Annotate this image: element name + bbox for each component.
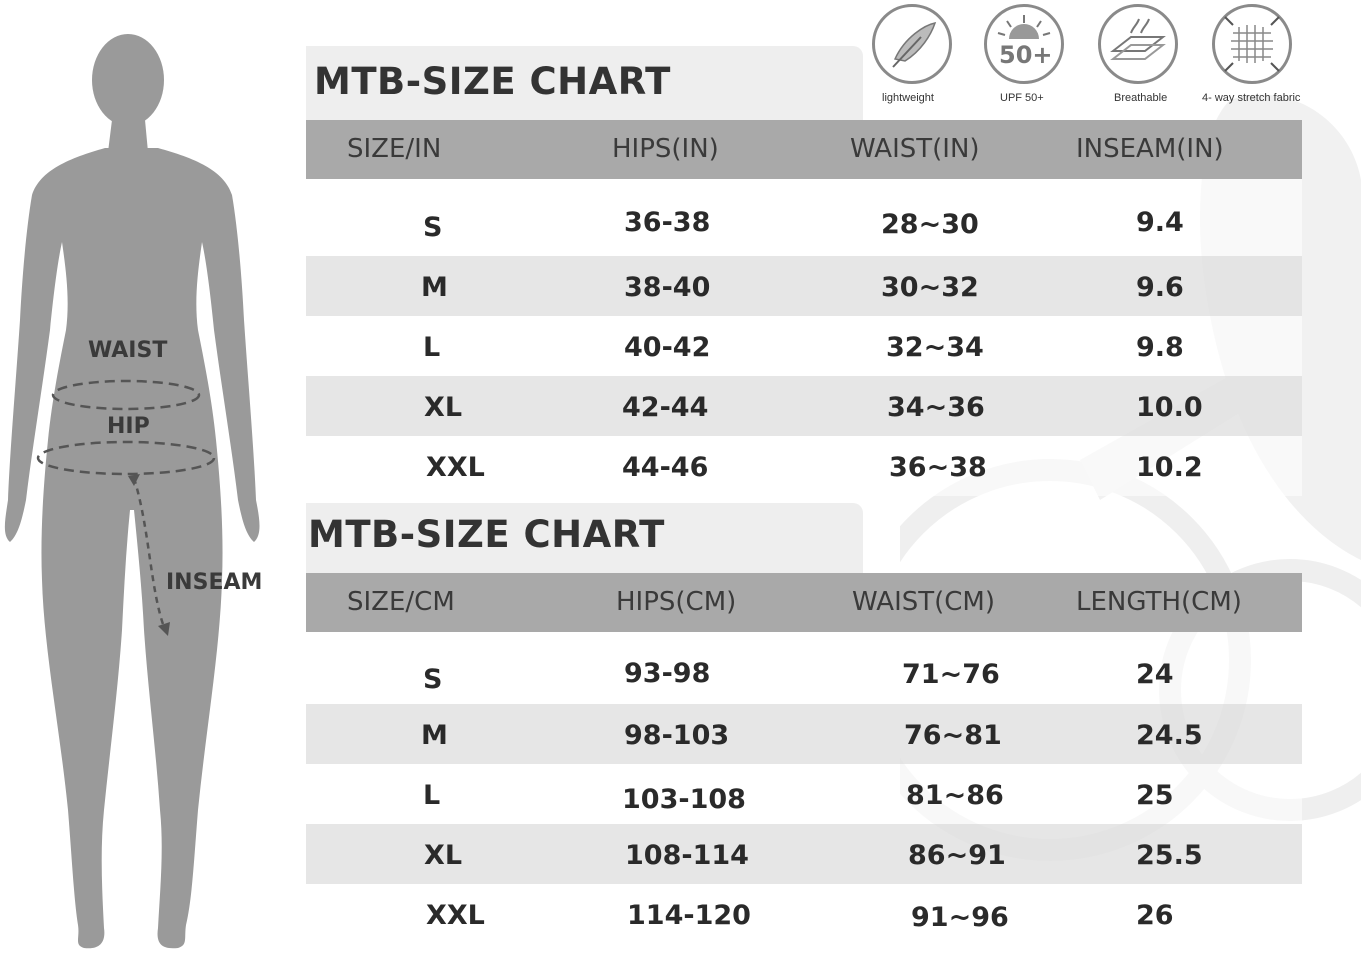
cell-waist: 86~91 [908, 840, 1006, 871]
header-hips: HIPS(IN) [612, 134, 719, 164]
waist-label: WAIST [88, 338, 168, 363]
upf-badge: 50+ [999, 41, 1053, 69]
cell-hips: 93-98 [624, 658, 711, 689]
cell-waist: 34~36 [887, 392, 985, 423]
feather-icon [872, 4, 952, 84]
cell-hips: 36-38 [624, 207, 711, 238]
body-measurement-figure [0, 30, 280, 954]
cell-hips: 108-114 [625, 840, 749, 871]
table-row [306, 179, 1302, 256]
breathable-fabric-icon [1098, 4, 1178, 84]
table-row [306, 256, 1302, 316]
table-row [306, 632, 1302, 704]
header-size: SIZE/IN [347, 134, 442, 164]
header-size: SIZE/CM [347, 587, 455, 617]
header-length: LENGTH(CM) [1076, 587, 1242, 617]
cell-waist: 28~30 [881, 209, 979, 240]
feature-label: 4- way stretch fabric [1202, 92, 1301, 104]
cell-length: 26 [1136, 900, 1174, 931]
cell-size: M [421, 272, 448, 303]
header-waist: WAIST(CM) [852, 587, 995, 617]
header-waist: WAIST(IN) [850, 134, 980, 164]
cell-length: 24.5 [1136, 720, 1203, 751]
table-row [306, 824, 1302, 884]
cell-waist: 91~96 [911, 902, 1009, 933]
cell-inseam: 10.2 [1136, 452, 1203, 483]
cell-waist: 30~32 [881, 272, 979, 303]
feature-upf [978, 4, 1068, 110]
cell-waist: 76~81 [904, 720, 1002, 751]
feature-lightweight [866, 4, 956, 110]
feature-icons [866, 4, 1316, 110]
sun-upf-icon [984, 4, 1064, 84]
cell-size: S [423, 664, 443, 695]
cell-waist: 81~86 [906, 780, 1004, 811]
table-row [306, 764, 1302, 824]
cell-size: L [423, 780, 441, 811]
table-row [306, 376, 1302, 436]
table-row [306, 436, 1302, 496]
table-row [306, 884, 1302, 944]
cell-hips: 40-42 [624, 332, 711, 363]
cell-length: 25 [1136, 780, 1174, 811]
cell-hips: 103-108 [622, 784, 746, 815]
cell-size: L [423, 332, 441, 363]
feature-label: lightweight [882, 92, 934, 104]
inch-size-table [306, 120, 1302, 496]
hip-label: HIP [107, 414, 150, 439]
feature-stretch [1202, 4, 1301, 110]
table-header [306, 120, 1302, 179]
cell-size: S [423, 212, 443, 243]
cell-hips: 44-46 [622, 452, 709, 483]
cell-hips: 98-103 [624, 720, 730, 751]
cell-size: XXL [426, 900, 485, 931]
feature-breathable [1092, 4, 1182, 110]
table-header [306, 573, 1302, 632]
cell-inseam: 9.6 [1136, 272, 1184, 303]
feature-label: UPF 50+ [1000, 92, 1044, 104]
inch-chart-title: MTB-SIZE CHART [314, 60, 671, 103]
cell-waist: 32~34 [886, 332, 984, 363]
cell-waist: 36~38 [889, 452, 987, 483]
stretch-mesh-icon [1212, 4, 1292, 84]
cell-inseam: 9.8 [1136, 332, 1184, 363]
cell-length: 25.5 [1136, 840, 1203, 871]
cell-size: M [421, 720, 448, 751]
table-row [306, 704, 1302, 764]
cell-size: XL [424, 840, 463, 871]
header-hips: HIPS(CM) [616, 587, 737, 617]
cell-length: 24 [1136, 659, 1174, 690]
inseam-label: INSEAM [166, 570, 263, 595]
cell-hips: 42-44 [622, 392, 709, 423]
cell-inseam: 10.0 [1136, 392, 1203, 423]
cell-waist: 71~76 [902, 659, 1000, 690]
feature-label: Breathable [1114, 92, 1168, 104]
cell-size: XXL [426, 452, 485, 483]
cell-inseam: 9.4 [1136, 207, 1184, 238]
table-row [306, 316, 1302, 376]
header-inseam: INSEAM(IN) [1076, 134, 1224, 164]
cell-size: XL [424, 392, 463, 423]
cm-chart-title: MTB-SIZE CHART [308, 513, 665, 556]
cell-hips: 114-120 [627, 900, 751, 931]
cm-size-table [306, 573, 1302, 944]
cell-hips: 38-40 [624, 272, 711, 303]
